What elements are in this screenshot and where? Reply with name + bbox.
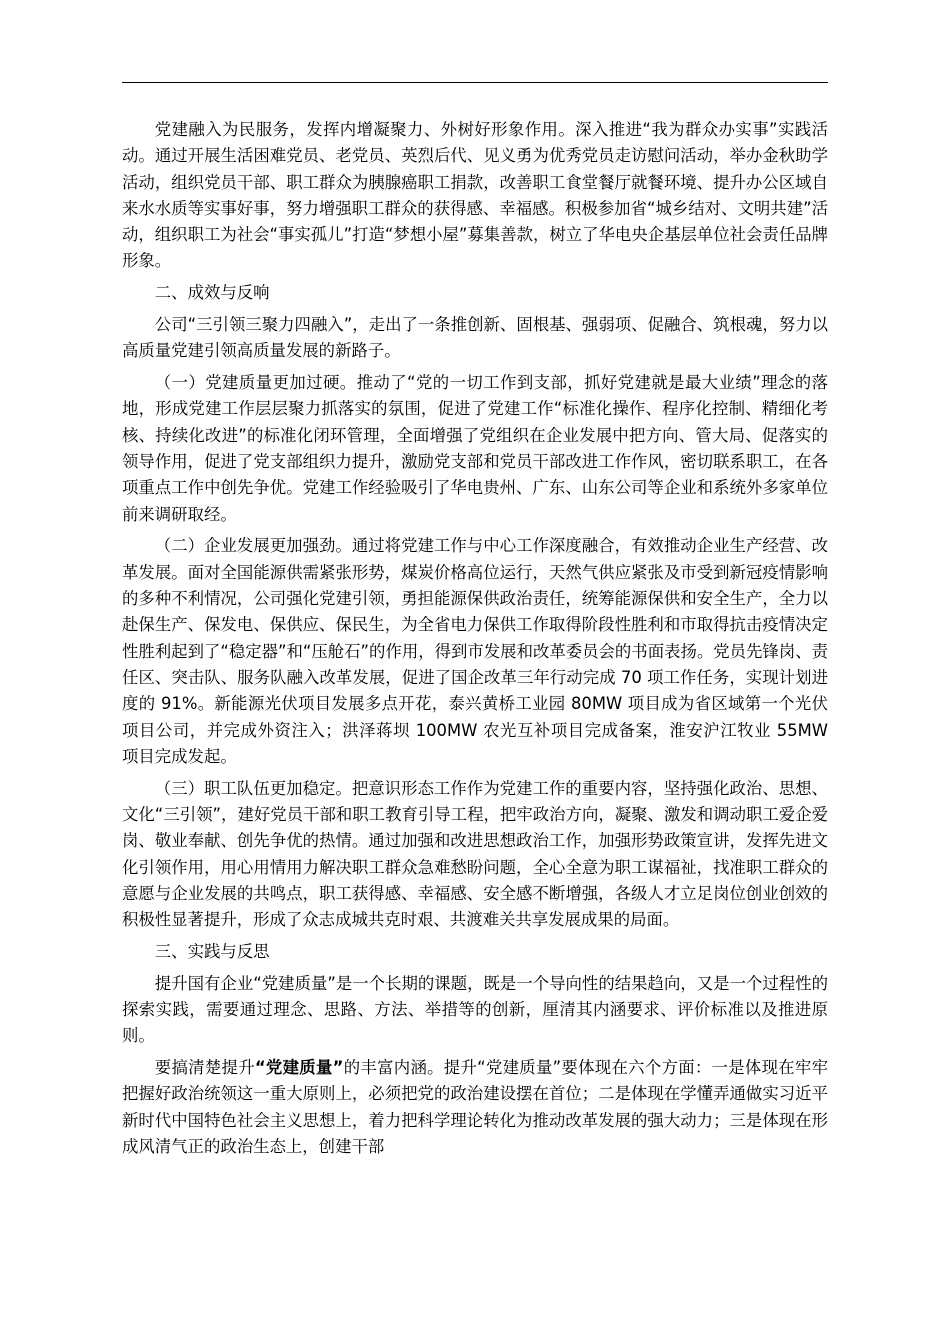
paragraph-practice-intro: 提升国有企业“党建质量”是一个长期的课题，既是一个导向性的结果趋向，又是一个过程性的探索实践，需要通过理念、思路、方法、举措等的创新，厘清其内涵要求、评价标准以及推进原则。 [122,973,828,1046]
paragraph-service: 党建融入为民服务，发挥内增凝聚力、外树好形象作用。深入推进“我为群众办实事”实践活动。通过开展生活困难党员、老党员、英烈后代、见义勇为优秀党员走访慰问活动，举办金秋助学活动，组织党员干部、职工群众为胰腺癌职工捐款，改善职工食堂餐厅就餐环境、提升办公区域自来水水质等实事好事，努力增强职工群众的获得感、幸福感。积极参加省“城乡结对、文明共建”活动，组织职工为社会“事实孤儿”打造“梦想小屋”募集善款，树立了华电央企基层单位社会责任品牌形象。 [122,120,828,271]
document-body [122,117,828,1166]
connotation-lead: 要搞清楚提升 [154,1058,255,1078]
paragraph-results-intro: 公司“三引领三聚力四融入”，走出了一条推创新、固根基、强弱项、促融合、筑根魂，努力以高质量党建引领高质量发展的新路子。 [122,315,828,361]
section-heading-results: 二、成效与反响 [154,283,270,303]
connotation-bold-term: “党建质量” [254,1058,344,1078]
connotation-body: 的丰富内涵。提升“党建质量”要体现在六个方面：一是体现在牢牢把握好政治统领这一重大原则上，必须把党的政治建设摆在首位；二是体现在学懂弄通做实习近平新时代中国特色社会主义思想上，着力把科学理论转化为推动改革发展的强大动力；三是体现在形成风清气正的政治生态上，创建干部 [122,1058,829,1156]
paragraph-workforce-stability: （三）职工队伍更加稳定。把意识形态工作作为党建工作的重要内容，坚持强化政治、思想、文化“三引领”，建好党员干部和职工教育引导工程，把牢政治方向，凝聚、激发和调动职工爱企爱岗、敬业奉献、创先争优的热情。通过加强和改进思想政治工作，加强形势政策宣讲，发挥先进文化引领作用，用心用情用力解决职工群众急难愁盼问题，全心全意为职工谋福祉，找准职工群众的意愿与企业发展的共鸣点，职工获得感、幸福感、安全感不断增强，各级人才立足岗位创业创效的积极性显著提升，形成了众志成城共克时艰、共渡难关共享发展成果的局面。 [122,778,828,930]
section-heading-practice: 三、实践与反思 [154,941,270,961]
paragraph-enterprise-development: （二）企业发展更加强劲。通过将党建工作与中心工作深度融合，有效推动企业生产经营、改革发展。面对全国能源供需紧张形势，煤炭价格高位运行，天然气供应紧张及市受到新冠疫情影响的多种不利情况，公司强化党建引领，勇担能源保供政治责任，统筹能源保供和安全生产，全力以赴保生产、保发电、保供应、保民生，为全省电力保供工作取得阶段性胜利和市取得抗击疫情决定性胜利起到了“稳定器”和“压舱石”的作用，得到市发展和改革委员会的书面表扬。党员先锋岗、责任区、突击队、服务队融入改革发展，促进了国企改革三年行动完成 70 项工作任务，实现计划进度的 91%。新能源光伏项目发展多点开花，泰兴黄桥工业园 80MW 项目成为省区域第一个光伏项目公司，并完成外资注入；洪泽蒋坝 100MW 农光互补项目完成备案，淮安沪江牧业 55MW 项目完成发起。 [122,536,828,766]
header-rule [122,82,828,83]
paragraph-connotation [122,1055,828,1160]
paragraph-party-quality: （一）党建质量更加过硬。推动了“党的一切工作到支部，抓好党建就是最大业绩”理念的落地，形成党建工作层层聚力抓落实的氛围，促进了党建工作“标准化操作、程序化控制、精细化考核、持续化改进”的标准化闭环管理，全面增强了党组织在企业发展中把方向、管大局、促落实的领导作用，促进了党支部组织力提升，激励党支部和党员干部改进工作作风，密切联系职工，在各项重点工作中创先争优。党建工作经验吸引了华电贵州、广东、山东公司等企业和系统外多家单位前来调研取经。 [122,373,828,524]
